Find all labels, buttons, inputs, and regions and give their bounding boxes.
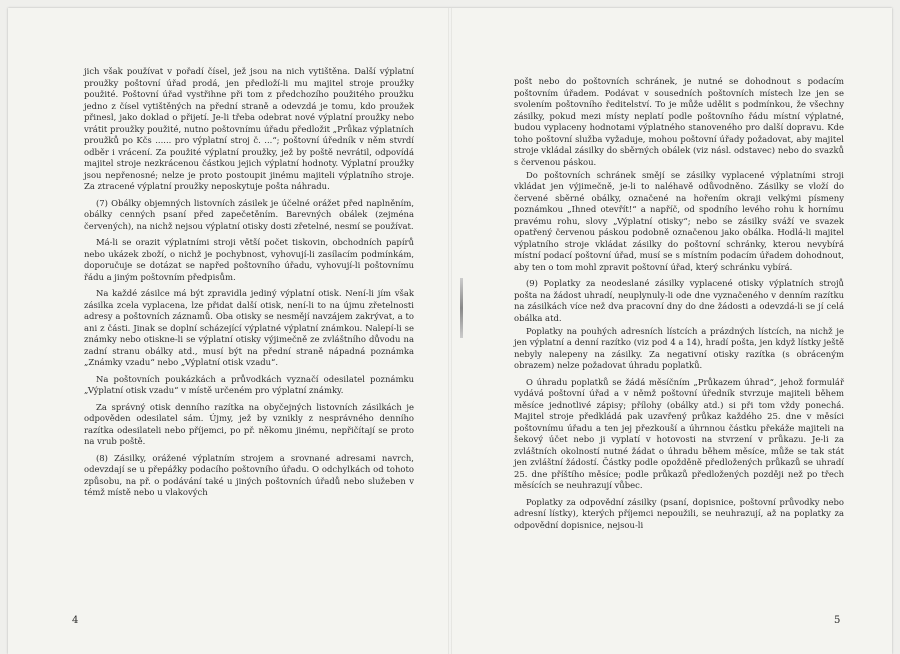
page-number: 5 bbox=[834, 615, 841, 626]
paragraph: (8) Zásilky, orážené výplatním strojem a srovnané adresami navrch, odevzdají se u přepážky podacího poštovního úřadu. O odchylkách od tohoto způsobu, na př. o podávání také u jiných poštovních úřadů nebo služeben v témž místě nebo u vlakových bbox=[84, 452, 414, 497]
right-page bbox=[452, 8, 892, 648]
paragraph: jich však používat v pořadí čísel, jež jsou na nich vytištěna. Další výplatní proužky poštovní úřad prodá, jen předloží-li mu majitel stroje proužky použité. Poštovní úřad vystřihne při tom z předchozího použitého proužku jedno z čísel vytištěných na přední straně a odevzdá je tomu, kdo proužek přinesl, jako doklad o přijetí. Je-li třeba odebrat nové výplatní proužky nebo vrátit proužky použité, nutno poštovnímu úřadu předložit „Průkaz výplatních proužků po Kčs ...... pro výplatní stroj č. ...“; poštovní úředník v něm stvrdí odběr i vrácení. Za použité výplatní proužky, jež by poště nevrátil, odpovídá majitel stroje nezkrácenou částkou jejich výplatní hodnoty. Výplatní proužky jsou nepřenosné; nelze je proto postoupit jinému majiteli výplatního stroje. Za ztracené výplatní proužky neposkytuje pošta náhradu. bbox=[84, 66, 414, 191]
paragraph: Poplatky za odpovědní zásilky (psaní, dopisnice, poštovní průvodky nebo adresní lístky), kterých příjemci nepoužili, se neuhrazují, až na poplatky za odpovědní dopisnice, nejsou-li bbox=[514, 496, 844, 530]
paragraph: Poplatky na pouhých adresních lístcích a prázdných lístcích, na nichž je jen výplatní a denní razítko (viz pod 4 a 14), hradí pošta, jen když lístky ještě nebyly nalepeny na zásilky. Za negativní otisky razítka (s obráceným obrazem) nelze požadovat úhradu poplatků. bbox=[514, 325, 844, 370]
left-page bbox=[8, 8, 448, 648]
paragraph: Na každé zásilce má být zpravidla jediný výplatní otisk. Není-li jím však zásilka zcela vyplacena, lze přidat další otisk, není-li to na újmu zřetelnosti adresy a poštovních záznamů. Oba otisky se nesmějí navzájem zakrývat, a to ani z části. Jinak se doplní scházející výplatné výplatní známkou. Nalepí-li se známky nebo otiskne-li se výplatní otisky výjimečně ze zvláštního důvodu na zadní stranu obálky atd., musí být na přední straně nápadná poznámka „Známky vzadu“ nebo „Výplatní otisk vzadu“. bbox=[84, 288, 414, 367]
page-number: 4 bbox=[72, 615, 79, 626]
paragraph: Za správný otisk denního razítka na obyčejných listovních zásilkách je odpověden odesilatel sám. Újmy, jež by vznikly z nesprávného denního razítka odesilateli nebo příjemci, po př. někomu jinému, nepřičítají se proto na vrub poště. bbox=[84, 401, 414, 446]
document-spread bbox=[8, 8, 892, 654]
paragraph: O úhradu poplatků se žádá měsíčním „Průkazem úhrad“, jehož formulář vydává poštovní úřad a v němž poštovní úředník stvrzuje majiteli během měsíce jednotlivé zápisy; přílohy (obálky atd.) si při tom vždy ponechá. Majitel stroje předkládá pak uzavřený průkaz každého 25. dne v měsíci poštovnímu úřadu a ten jej přezkouší a úhrnnou částku překáže majiteli na šekový účet nebo ji vyplatí v hotovosti na stvrzení v průkazu. Je-li za zvláštních okolností nutné žádat o úhradu během měsíce, může se tak stát jen zvláštní žádostí. Částky podle opožděně předložených průkazů se uhradí 25. dne příštího měsíce; podle průkazů předložených později než po třech měsících se neuhrazují vůbec. bbox=[514, 376, 844, 490]
left-page-text bbox=[84, 66, 414, 500]
right-page-text bbox=[514, 76, 844, 533]
paragraph: (7) Obálky objemných listovních zásilek je účelné orážet před naplněním, obálky cenných psaní před zapečetěním. Barevných obálek (zejména červených), na nichž nejsou výplatní otisky dosti zřetelné, nesmí se používat. bbox=[84, 197, 414, 231]
paragraph: (9) Poplatky za neodeslané zásilky vyplacené otisky výplatních strojů pošta na žádost uhradí, neuplynuly-li ode dne vyznačeného v denním razítku na zásilkách více než dva pracovní dny do dne žádosti a odevzdá-li se jí celá obálka atd. bbox=[514, 278, 844, 323]
paragraph: Na poštovních poukázkách a průvodkách vyznačí odesilatel poznámku „Výplatní otisk vzadu“ v místě určeném pro výplatní známky. bbox=[84, 373, 414, 395]
paragraph: Do poštovních schránek smějí se zásilky vyplacené výplatními stroji vkládat jen výjimečně, je-li to naléhavě odůvodněno. Zásilky se vloží do červené sběrné obálky, označené na hořením okraji velkými písmeny poznámkou „Ihned otevřít!“ a napříč, od spodního levého rohu k hornímu pravému rohu, slovy „Výplatní otisky“; nebo se zásilky sváží ve svazek opatřený červenou páskou podobně označenou jako obálka. Hodlá-li majitel výplatního stroje vkládat zásilky do poštovní schránky, kterou nevybírá místní podací poštovní úřad, musí se s místním podacím úřadem dohodnout, aby ten o tom mohl zpravit poštovní úřad, který schránku vybírá. bbox=[514, 169, 844, 272]
paragraph: Má-li se orazit výplatními stroji větší počet tiskovin, obchodních papírů nebo ukázek zboží, o nichž je pochybnost, vyhovují-li zasílacím podmínkám, doporučuje se dotázat se napřed poštovního úřadu, vyhovují-li poštovnímu řádu a jiným poštovním předpisům. bbox=[84, 237, 414, 282]
paragraph: pošt nebo do poštovních schránek, je nutné se dohodnout s podacím poštovním úřadem. Podávat v sousedních poštovních místech lze jen se svolením poštovního ředitelství. To je může udělit s podmínkou, že všechny zásilky, pokud mezi místy neplatí podle poštovního řádu místní výplatné, budou vyplaceny hodnotami výplatného stanoveného pro další dopravu. Kde toho poštovní služba vyžaduje, mohou poštovní úřady požadovat, aby majitel stroje vkládal zásilky do sběrných obálek (viz násl. odstavec) nebo do svazků s červenou páskou. bbox=[514, 76, 844, 167]
